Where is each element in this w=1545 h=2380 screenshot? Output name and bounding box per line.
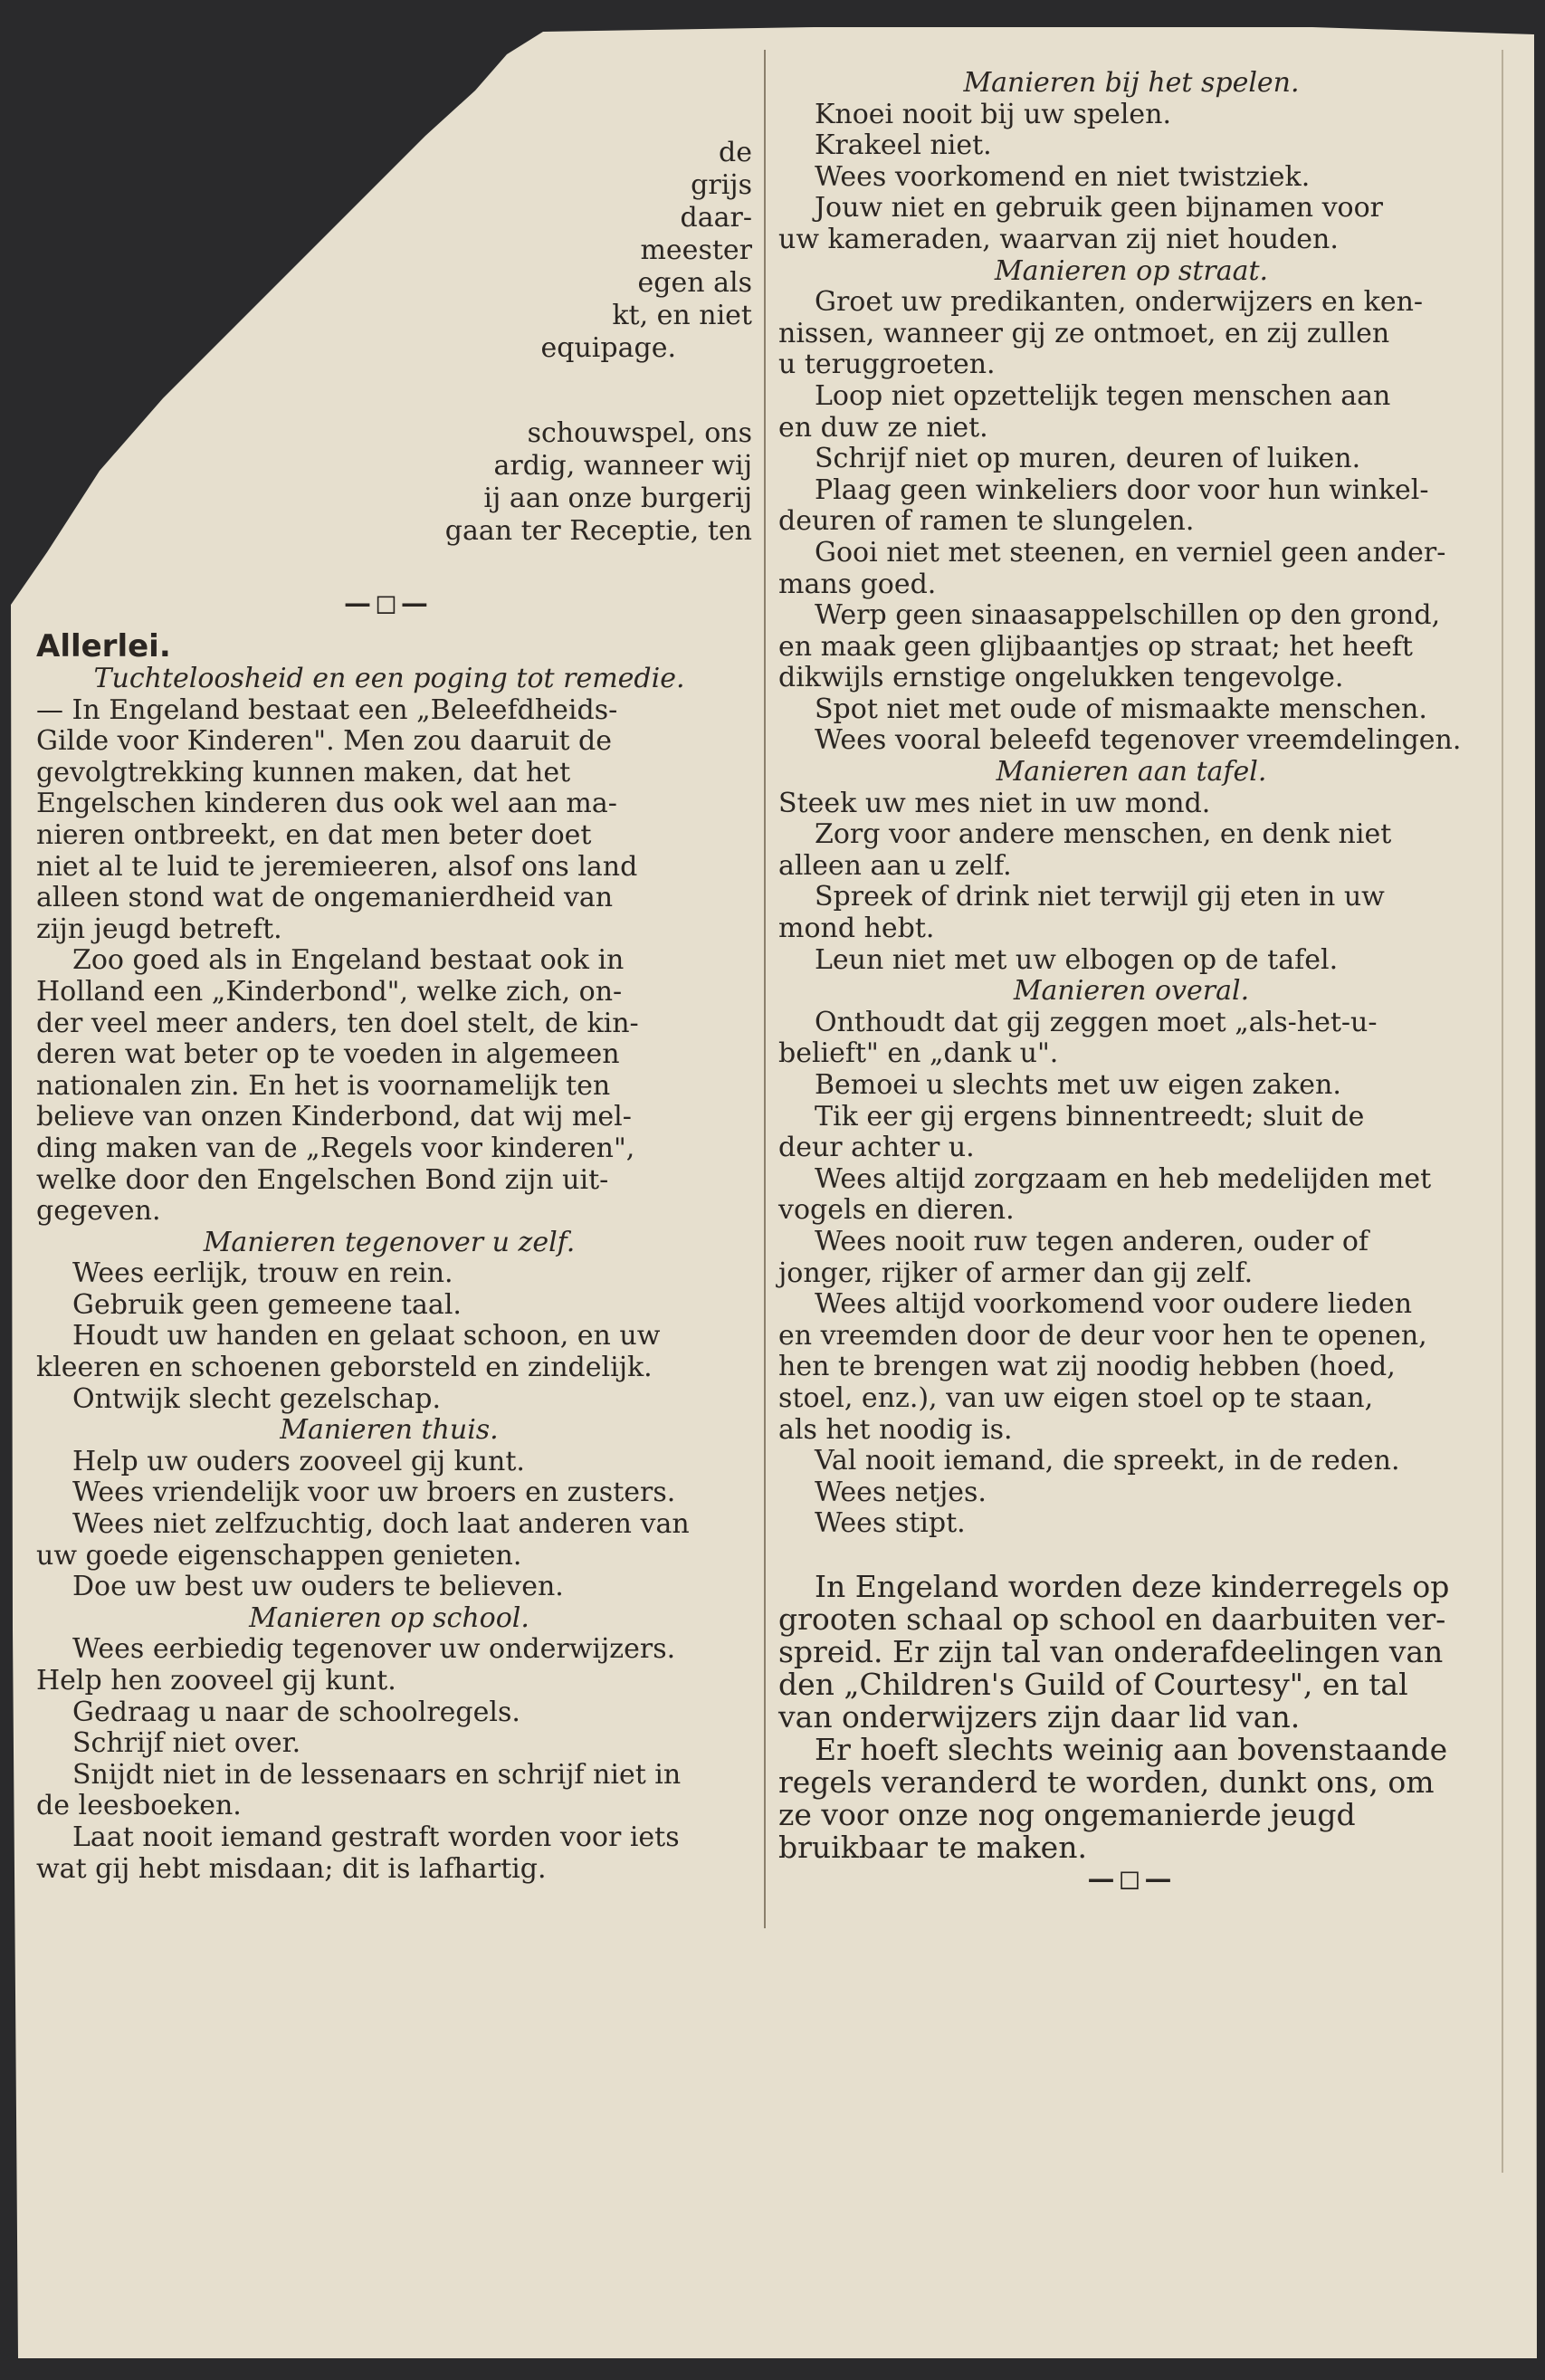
closing-paragraph — [778, 1568, 1484, 1735]
rule-line: Werp geen sinaasappelschillen op den grond, — [815, 599, 1441, 632]
rule-line: Wees stipt. — [815, 1507, 966, 1540]
rule-line: nissen, wanneer gij ze ontmoet, en zij zullen — [778, 317, 1390, 349]
rule-line: mans goed. — [778, 568, 937, 600]
rule-line: deuren of ramen te slungelen. — [778, 505, 1195, 538]
fragment-line: gaan ter Receptie, ten — [444, 515, 752, 547]
rule-line: Wees nooit ruw tegen anderen, ouder of — [815, 1225, 1369, 1257]
rule-line: Gedraag u naar de schoolregels. — [72, 1696, 520, 1728]
fragment-line: kt, en niet — [612, 300, 752, 331]
text-line: gevolgtrekking kunnen maken, dat het — [36, 756, 571, 789]
text-line: nieren ontbreekt, en dat men beter doet — [36, 818, 592, 851]
rule-section-title: Manieren thuis. — [280, 1414, 499, 1447]
section-ornament: —◻— — [344, 588, 432, 619]
rule-line: deur achter u. — [778, 1132, 975, 1164]
fragment-line: ij aan onze burgerij — [483, 483, 752, 514]
text-line: Engelschen kinderen dus ook wel aan ma- — [36, 788, 617, 820]
text-line: alleen stond wat de ongemanierdheid van — [36, 882, 614, 914]
rule-section-title: Manieren overal. — [1013, 975, 1250, 1008]
section-heading: Allerlei. — [36, 628, 171, 664]
rule-section-title: Manieren tegenover u zelf. — [203, 1226, 576, 1258]
rule-line: Spot niet met oude of mismaakte menschen. — [815, 693, 1427, 725]
rule-line: de leesboeken. — [36, 1790, 242, 1822]
text-line: Zoo goed als in Engeland bestaat ook in — [72, 944, 625, 977]
rule-line: Knoei nooit bij uw spelen. — [815, 98, 1172, 130]
rule-line: Leun niet met uw elbogen op de tafel. — [815, 943, 1339, 976]
right-rule-sections — [778, 68, 1484, 1540]
rule-line: jonger, rijker of armer dan gij zelf. — [778, 1257, 1254, 1289]
rule-line: Jouw niet en gebruik geen bijnamen voor — [815, 192, 1383, 225]
rule-line: Val nooit iemand, die spreekt, in de reden. — [815, 1445, 1400, 1477]
text-line: zijn jeugd betreft. — [36, 913, 282, 945]
fragment-line: equipage. — [540, 332, 676, 364]
rule-line: uw kameraden, waarvan zij niet houden. — [778, 223, 1339, 255]
text-line: gegeven. — [36, 1195, 161, 1228]
rule-line: en vreemden door de deur voor hen te openen, — [778, 1319, 1427, 1352]
right-column — [778, 68, 1484, 1896]
final-paragraph — [778, 1731, 1484, 1865]
rule-line: Schrijf niet over. — [72, 1727, 301, 1760]
text-line: spreid. Er zijn tal van onderafdeelingen van — [778, 1633, 1444, 1669]
rule-line: Houdt uw handen en gelaat schoon, en uw — [72, 1320, 661, 1352]
text-line: ding maken van de „Regels voor kinderen", — [36, 1132, 635, 1164]
rule-line: als het noodig is. — [778, 1413, 1013, 1446]
rule-line: Gooi niet met steenen, en verniel geen ander- — [815, 536, 1446, 569]
rule-line: Help hen zooveel gij kunt. — [36, 1665, 396, 1697]
rule-line: Gebruik geen gemeene taal. — [72, 1288, 462, 1321]
fragment-line: ardig, wanneer wij — [493, 450, 752, 482]
fragment-line: schouwspel, ons — [527, 417, 752, 449]
rule-line: Zorg voor andere menschen, en denk niet — [815, 818, 1392, 851]
intro-paragraph — [36, 695, 742, 946]
rule-line: Doe uw best uw ouders te believen. — [72, 1571, 564, 1603]
rule-line: Onthoudt dat gij zeggen moet „als-het-u- — [815, 1006, 1378, 1038]
text-line: deren wat beter op te voeden in algemeen — [36, 1038, 620, 1071]
rule-section-title: Manieren bij het spelen. — [963, 67, 1300, 99]
rule-line: belieft" en „dank u". — [778, 1037, 1059, 1070]
text-line: der veel meer anders, ten doel stelt, de kin- — [36, 1007, 639, 1039]
text-line: nationalen zin. En het is voornamelijk ten — [36, 1069, 611, 1102]
rule-line: Steek uw mes niet in uw mond. — [778, 787, 1211, 819]
article-subtitle: Tuchteloosheid en een poging tot remedie. — [93, 663, 685, 694]
text-line: believe van onzen Kinderbond, dat wij mel- — [36, 1101, 632, 1133]
text-line: regels veranderd te worden, dunkt ons, om — [778, 1763, 1435, 1800]
rule-line: dikwijls ernstige ongelukken tengevolge. — [778, 662, 1344, 694]
text-line: ze voor onze nog ongemanierde jeugd — [778, 1796, 1356, 1832]
text-line: Er hoeft slechts weinig aan bovenstaande — [815, 1731, 1448, 1767]
rule-line: Help uw ouders zooveel gij kunt. — [72, 1445, 525, 1477]
rule-line: Groet uw predikanten, onderwijzers en ken- — [815, 286, 1424, 319]
fragment-line: daar- — [680, 202, 752, 234]
left-rule-sections — [36, 1228, 742, 1885]
rule-line: Wees eerlijk, trouw en rein. — [72, 1257, 453, 1290]
rule-line: Loop niet opzettelijk tegen menschen aan — [815, 379, 1391, 412]
rule-line: kleeren en schoenen geborsteld en zindelijk. — [36, 1352, 653, 1384]
rule-line: Bemoei u slechts met uw eigen zaken. — [815, 1069, 1341, 1101]
text-line: grooten schaal op school en daarbuiten ver- — [778, 1601, 1446, 1637]
end-ornament: —◻— — [1087, 1862, 1176, 1895]
fragment-line: egen als — [637, 267, 752, 299]
rule-line: mond hebt. — [778, 913, 935, 945]
text-line: bruikbaar te maken. — [778, 1829, 1087, 1865]
text-line: Holland een „Kinderbond", welke zich, on- — [36, 975, 623, 1008]
rule-line: Krakeel niet. — [815, 129, 992, 162]
rule-line: Tik eer gij ergens binnentreedt; sluit de — [815, 1100, 1365, 1133]
rule-line: Snijdt niet in de lessenaars en schrijf niet in — [72, 1758, 682, 1791]
rule-line: en duw ze niet. — [778, 411, 988, 444]
rule-line: vogels en dieren. — [778, 1194, 1015, 1227]
rule-line: Wees vooral beleefd tegenover vreemdelingen. — [815, 724, 1462, 757]
text-line: welke door den Engelschen Bond zijn uit- — [36, 1163, 609, 1196]
rule-line: u teruggroeten. — [778, 349, 996, 381]
fragment-line: de — [719, 137, 752, 168]
fragment-line: grijs — [691, 169, 752, 201]
rule-line: Plaag geen winkeliers door voor hun winkel- — [815, 473, 1429, 506]
text-line: niet al te luid te jeremieeren, alsof ons land — [36, 850, 638, 883]
rule-line: Wees netjes. — [815, 1476, 987, 1508]
text-line: den „Children's Guild of Courtesy", en tal — [778, 1666, 1408, 1702]
fragment-line: meester — [640, 234, 752, 266]
rule-section-title: Manieren op school. — [249, 1601, 529, 1634]
rule-line: Wees voorkomend en niet twistziek. — [815, 160, 1311, 193]
rule-line: hen te brengen wat zij noodig hebben (hoed, — [778, 1351, 1396, 1383]
left-column — [36, 629, 742, 1885]
text-line: In Engeland worden deze kinderregels op — [815, 1568, 1450, 1604]
text-line: van onderwijzers zijn daar lid van. — [778, 1698, 1301, 1735]
kinderbond-paragraph — [36, 945, 742, 1227]
rule-section-title: Manieren op straat. — [994, 254, 1269, 287]
rule-line: Schrijf niet op muren, deuren of luiken. — [815, 443, 1361, 475]
text-line: Gilde voor Kinderen". Men zou daaruit de — [36, 725, 613, 758]
rule-line: Laat nooit iemand gestraft worden voor iets — [72, 1821, 680, 1853]
rule-line: Wees eerbiedig tegenover uw onderwijzers. — [72, 1633, 676, 1666]
rule-line: Ontwijk slecht gezelschap. — [72, 1382, 441, 1415]
rule-line: Wees vriendelijk voor uw broers en zusters. — [72, 1477, 676, 1509]
rule-line: stoel, enz.), van uw eigen stoel op te staan, — [778, 1381, 1374, 1414]
rule-line: Spreek of drink niet terwijl gij eten in uw — [815, 881, 1385, 913]
rule-line: Wees altijd zorgzaam en heb medelijden met — [815, 1162, 1432, 1195]
rule-line: alleen aan u zelf. — [778, 849, 1012, 882]
rule-line: uw goede eigenschappen genieten. — [36, 1539, 522, 1572]
text-line: — In Engeland bestaat een „Beleefdheids- — [36, 693, 618, 726]
rule-line: Wees altijd voorkomend voor oudere lieden — [815, 1288, 1413, 1321]
rule-line: wat gij hebt misdaan; dit is lafhartig. — [36, 1852, 547, 1885]
rule-line: Wees niet zelfzuchtig, doch laat anderen van — [72, 1508, 690, 1541]
rule-section-title: Manieren aan tafel. — [996, 756, 1267, 789]
rule-line: en maak geen glijbaantjes op straat; het heeft — [778, 630, 1413, 663]
